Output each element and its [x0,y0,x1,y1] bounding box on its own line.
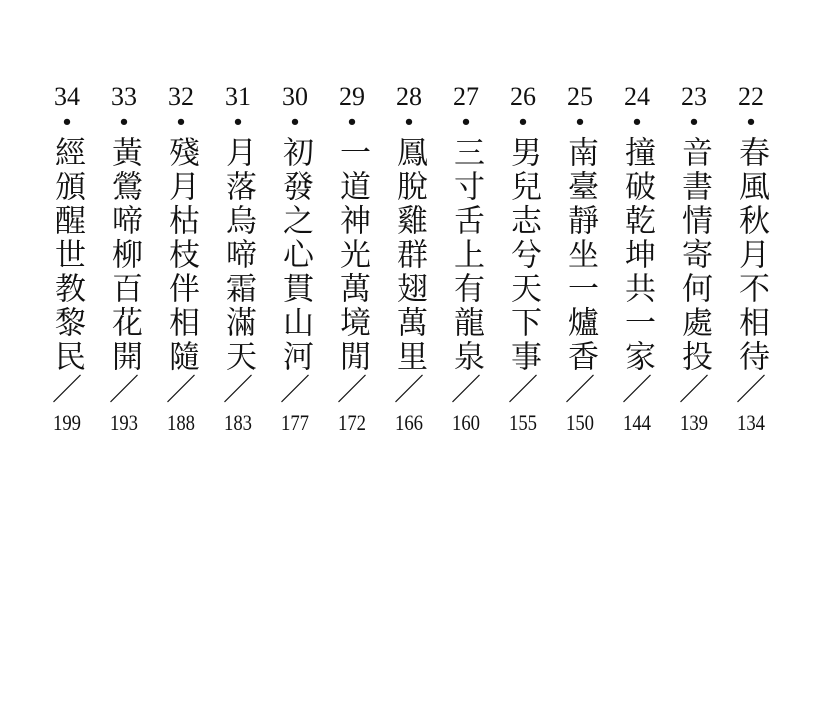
page-number: 144 [622,410,652,435]
separator-dot: • [745,112,757,133]
table-of-contents [0,82,815,462]
separator-dot: • [403,112,415,133]
separator-dot: • [460,112,472,133]
toc-entry-23[interactable] [672,82,716,462]
chapter-number: 27 [453,82,479,111]
chapter-title: 南臺靜坐一爐香 [562,136,598,374]
chapter-number: 26 [510,82,536,111]
toc-entry-26[interactable] [501,82,545,462]
separator-dot: • [289,112,301,133]
page-number: 199 [52,410,82,435]
chapter-title: 男兒志兮天下事 [505,136,541,374]
separator-slash: ／ [622,373,652,408]
chapter-number: 22 [738,82,764,111]
separator-slash: ／ [679,373,709,408]
page-number: 172 [337,410,367,435]
separator-slash: ／ [565,373,595,408]
toc-entry-32[interactable] [159,82,203,462]
separator-dot: • [61,112,73,133]
toc-entry-25[interactable] [558,82,602,462]
chapter-number: 25 [567,82,593,111]
separator-dot: • [232,112,244,133]
separator-slash: ／ [280,373,310,408]
toc-entry-29[interactable] [330,82,374,462]
page-number: 188 [166,410,196,435]
page-number: 193 [109,410,139,435]
separator-slash: ／ [337,373,367,408]
chapter-number: 34 [54,82,80,111]
separator-dot: • [688,112,700,133]
chapter-title: 黃鶯啼柳百花開 [106,136,142,374]
toc-entry-24[interactable] [615,82,659,462]
chapter-title: 春風秋月不相待 [733,136,769,374]
toc-entry-28[interactable] [387,82,431,462]
chapter-number: 31 [225,82,251,111]
chapter-title: 初發之心貫山河 [277,136,313,374]
page-number: 160 [451,410,481,435]
toc-entry-30[interactable] [273,82,317,462]
toc-entry-27[interactable] [444,82,488,462]
separator-slash: ／ [451,373,481,408]
separator-slash: ／ [109,373,139,408]
chapter-title: 撞破乾坤共一家 [619,136,655,374]
page-number: 150 [565,410,595,435]
separator-dot: • [517,112,529,133]
chapter-title: 鳳脫雞群翅萬里 [391,136,427,374]
chapter-title: 音書情寄何處投 [676,136,712,374]
separator-slash: ／ [166,373,196,408]
chapter-number: 23 [681,82,707,111]
chapter-title: 殘月枯枝伴相隨 [163,136,199,374]
page-number: 177 [280,410,310,435]
toc-entry-31[interactable] [216,82,260,462]
page-number: 134 [736,410,766,435]
separator-slash: ／ [736,373,766,408]
separator-dot: • [346,112,358,133]
chapter-title: 經頒醒世教黎民 [49,136,85,374]
page-number: 139 [679,410,709,435]
separator-slash: ／ [52,373,82,408]
chapter-number: 29 [339,82,365,111]
chapter-number: 32 [168,82,194,111]
toc-entry-33[interactable] [102,82,146,462]
chapter-title: 三寸舌上有龍泉 [448,136,484,374]
separator-dot: • [118,112,130,133]
separator-slash: ／ [223,373,253,408]
page-number: 183 [223,410,253,435]
page-number: 166 [394,410,424,435]
separator-slash: ／ [394,373,424,408]
page-number: 155 [508,410,538,435]
chapter-number: 30 [282,82,308,111]
separator-dot: • [631,112,643,133]
separator-slash: ／ [508,373,538,408]
toc-entry-34[interactable] [45,82,89,462]
separator-dot: • [574,112,586,133]
chapter-number: 24 [624,82,650,111]
chapter-number: 28 [396,82,422,111]
chapter-title: 一道神光萬境閒 [334,136,370,374]
toc-entry-22[interactable] [729,82,773,462]
chapter-title: 月落烏啼霜滿天 [220,136,256,374]
chapter-number: 33 [111,82,137,111]
separator-dot: • [175,112,187,133]
